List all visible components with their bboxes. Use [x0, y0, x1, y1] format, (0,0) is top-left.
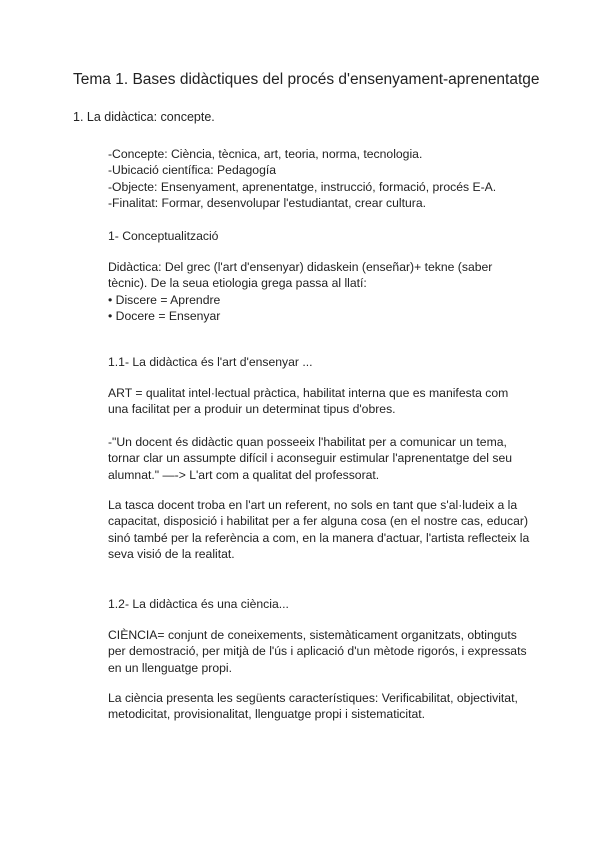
- paragraph-line: per demostració, per mitjà de l'ús i aplicació d'un mètode rigorós, i expressats: [108, 644, 527, 659]
- subheading-ciencia: [108, 596, 548, 612]
- art-definition-paragraph: [108, 385, 548, 418]
- tasca-paragraph: [108, 497, 548, 562]
- concept-line: -Objecte: Ensenyament, aprenentatge, instrucció, formació, procés E-A.: [108, 179, 497, 194]
- concept-line: -Concepte: Ciència, tècnica, art, teoria, norma, tecnologia.: [108, 147, 423, 161]
- concept-line: -Ubicació científica: Pedagogía: [108, 163, 277, 178]
- subheading-text: 1.2- La didàctica és una ciència...: [108, 597, 289, 611]
- caracteristiques-paragraph: [108, 690, 548, 723]
- paragraph-line: sinó també per la referència a com, en la manera d'actuar, l'artista reflecteix la: [108, 530, 530, 545]
- paragraph-line: una facilitat per a produir un determinat tipus d'obres.: [108, 402, 396, 417]
- concept-list: [108, 146, 548, 211]
- paragraph-line: alumnat." —-> L'art com a qualitat del professorat.: [108, 467, 380, 482]
- bullet-item: • Docere = Ensenyar: [108, 308, 221, 323]
- paragraph-line: seva visió de la realitat.: [108, 546, 235, 561]
- paragraph-line: -"Un docent és didàctic quan posseeix l'habilitat per a comunicar un tema,: [108, 435, 507, 449]
- subheading-conceptualitzacio: [108, 228, 548, 244]
- paragraph-line: capacitat, disposició i habilitat per a fer alguna cosa (en el nostre cas, educar): [108, 514, 529, 529]
- paragraph-line: tècnic). De la seua etiologia grega passa al llatí:: [108, 276, 367, 291]
- subheading-text: 1.1- La didàctica és l'art d'ensenyar ...: [108, 355, 313, 369]
- paragraph-line: tornar clar un assumpte difícil i aconseguir estimular l'aprenentatge del seu: [108, 451, 513, 466]
- subheading-text: 1- Conceptualització: [108, 229, 219, 243]
- didactica-paragraph: [108, 259, 548, 324]
- paragraph-line: metodicitat, provisionalitat, llenguatge propi i sistematicitat.: [108, 707, 426, 722]
- subheading-art: [108, 354, 548, 370]
- quote-paragraph: [108, 434, 548, 483]
- document-title: Tema 1. Bases didàctiques del procés d'ensenyament-aprenentatge: [73, 71, 540, 88]
- bullet-item: • Discere = Aprendre: [108, 292, 221, 307]
- ciencia-definition-paragraph: [108, 627, 548, 676]
- paragraph-line: La ciència presenta les següents característiques: Verificabilitat, objectivitat,: [108, 691, 518, 705]
- paragraph-line: en un llenguatge propi.: [108, 660, 233, 675]
- paragraph-line: La tasca docent troba en l'art un referent, no sols en tant que s'al·ludeix a la: [108, 498, 518, 512]
- section-heading-1: 1. La didàctica: concepte.: [73, 110, 215, 124]
- paragraph-line: ART = qualitat intel·lectual pràctica, habilitat interna que es manifesta com: [108, 386, 509, 400]
- paragraph-line: CIÈNCIA= conjunt de coneixements, sistemàticament organitzats, obtinguts: [108, 628, 517, 642]
- concept-line: -Finalitat: Formar, desenvolupar l'estudiantat, crear cultura.: [108, 195, 426, 210]
- paragraph-line: Didàctica: Del grec (l'art d'ensenyar) didaskein (enseñar)+ tekne (saber: [108, 260, 493, 274]
